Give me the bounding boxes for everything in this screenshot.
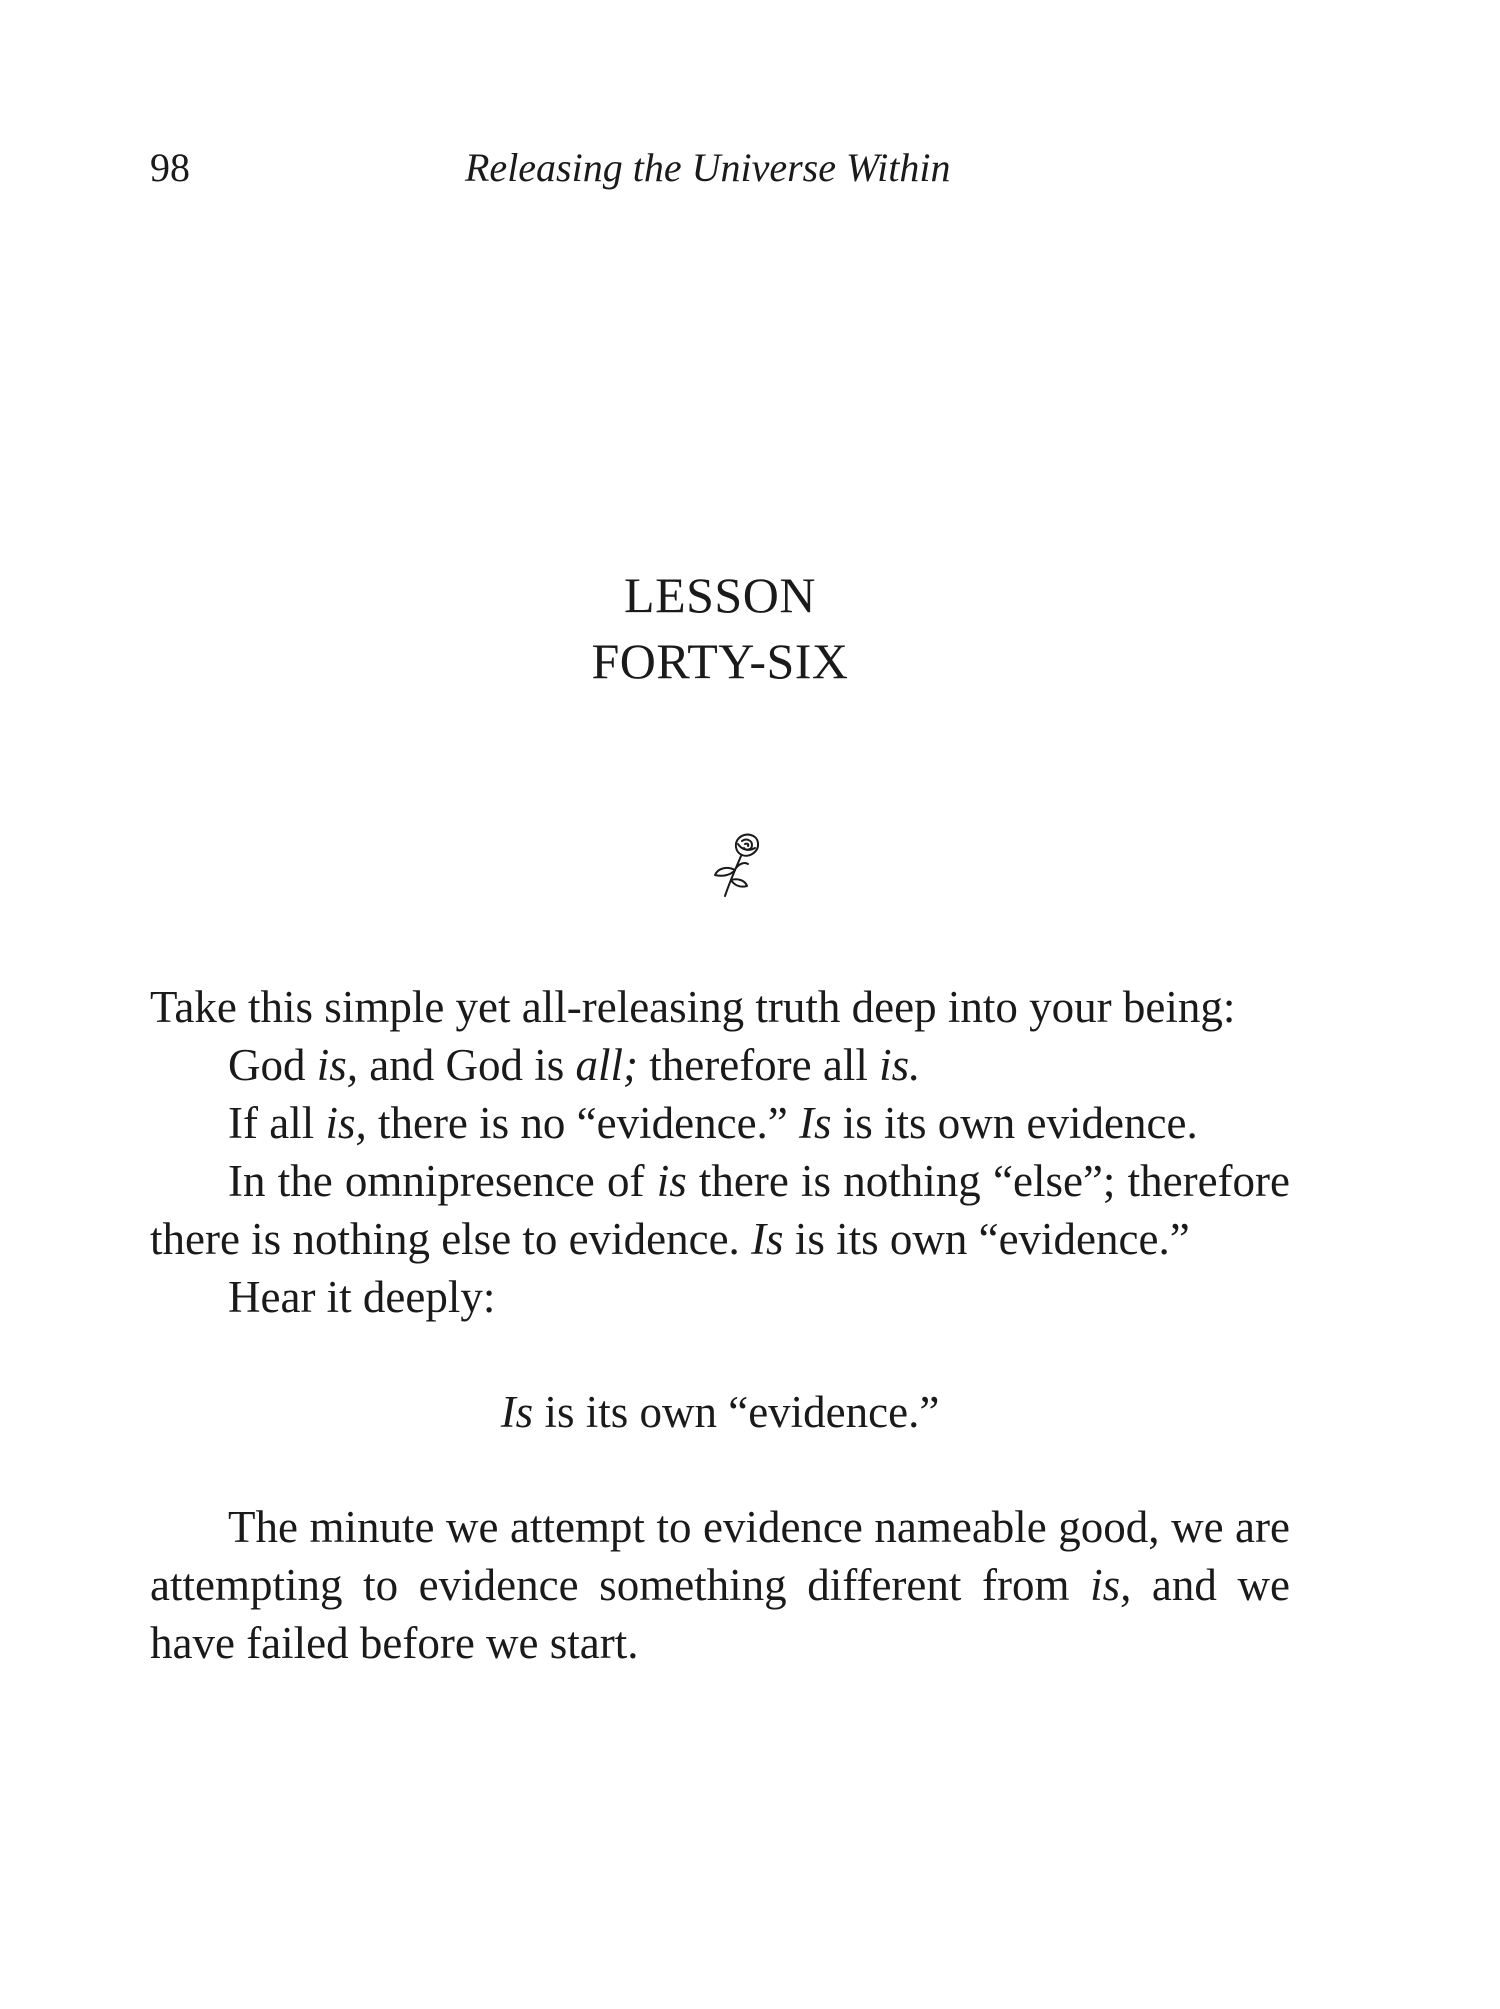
lesson-heading-line-1: LESSON bbox=[624, 567, 816, 623]
text-run: If all bbox=[228, 1098, 326, 1148]
body-paragraph bbox=[150, 1498, 1290, 1672]
body-paragraph bbox=[150, 1094, 1290, 1152]
page-number: 98 bbox=[150, 145, 190, 190]
text-run: there is nothing “else”; therefore there is nothing else to evidence. bbox=[150, 1156, 1290, 1264]
text-run: therefore all bbox=[638, 1040, 880, 1090]
centered-quote bbox=[150, 1383, 1290, 1441]
book-title: Releasing the Universe Within bbox=[465, 145, 951, 190]
text-run: Hear it deeply: bbox=[228, 1272, 496, 1322]
rose-flower-icon bbox=[705, 830, 765, 900]
lesson-heading bbox=[0, 562, 1440, 694]
text-run: and God is bbox=[358, 1040, 576, 1090]
italic-text: is. bbox=[879, 1040, 921, 1090]
text-run: The minute we attempt to evidence nameable good, we are attempting to evidence something different from bbox=[150, 1502, 1290, 1610]
lesson-body bbox=[150, 978, 1290, 1672]
body-paragraph bbox=[150, 1152, 1290, 1268]
body-paragraph bbox=[150, 1036, 1290, 1094]
text-run: In the omnipresence of bbox=[228, 1156, 657, 1206]
body-paragraph bbox=[150, 1268, 1290, 1326]
italic-text: is, bbox=[316, 1040, 359, 1090]
text-run: and we have failed before we start. bbox=[150, 1560, 1290, 1668]
italic-text: Is bbox=[500, 1387, 534, 1437]
italic-text: Is bbox=[751, 1214, 784, 1264]
body-paragraph bbox=[150, 978, 1290, 1036]
italic-text: Is bbox=[799, 1098, 832, 1148]
text-run: is its own “evidence.” bbox=[783, 1214, 1190, 1264]
text-run: is its own “evidence.” bbox=[533, 1387, 940, 1437]
italic-text: is, bbox=[325, 1098, 367, 1148]
italic-text: is bbox=[656, 1156, 687, 1206]
text-run: Take this simple yet all-releasing truth deep into your being: bbox=[150, 982, 1236, 1032]
text-run: is its own evidence. bbox=[831, 1098, 1198, 1148]
running-head bbox=[150, 138, 1290, 198]
lesson-heading-line-2: FORTY-SIX bbox=[591, 633, 849, 689]
italic-text: is, bbox=[1090, 1560, 1132, 1610]
italic-text: all; bbox=[575, 1040, 639, 1090]
text-run: there is no “evidence.” bbox=[366, 1098, 800, 1148]
text-run: God bbox=[228, 1040, 317, 1090]
